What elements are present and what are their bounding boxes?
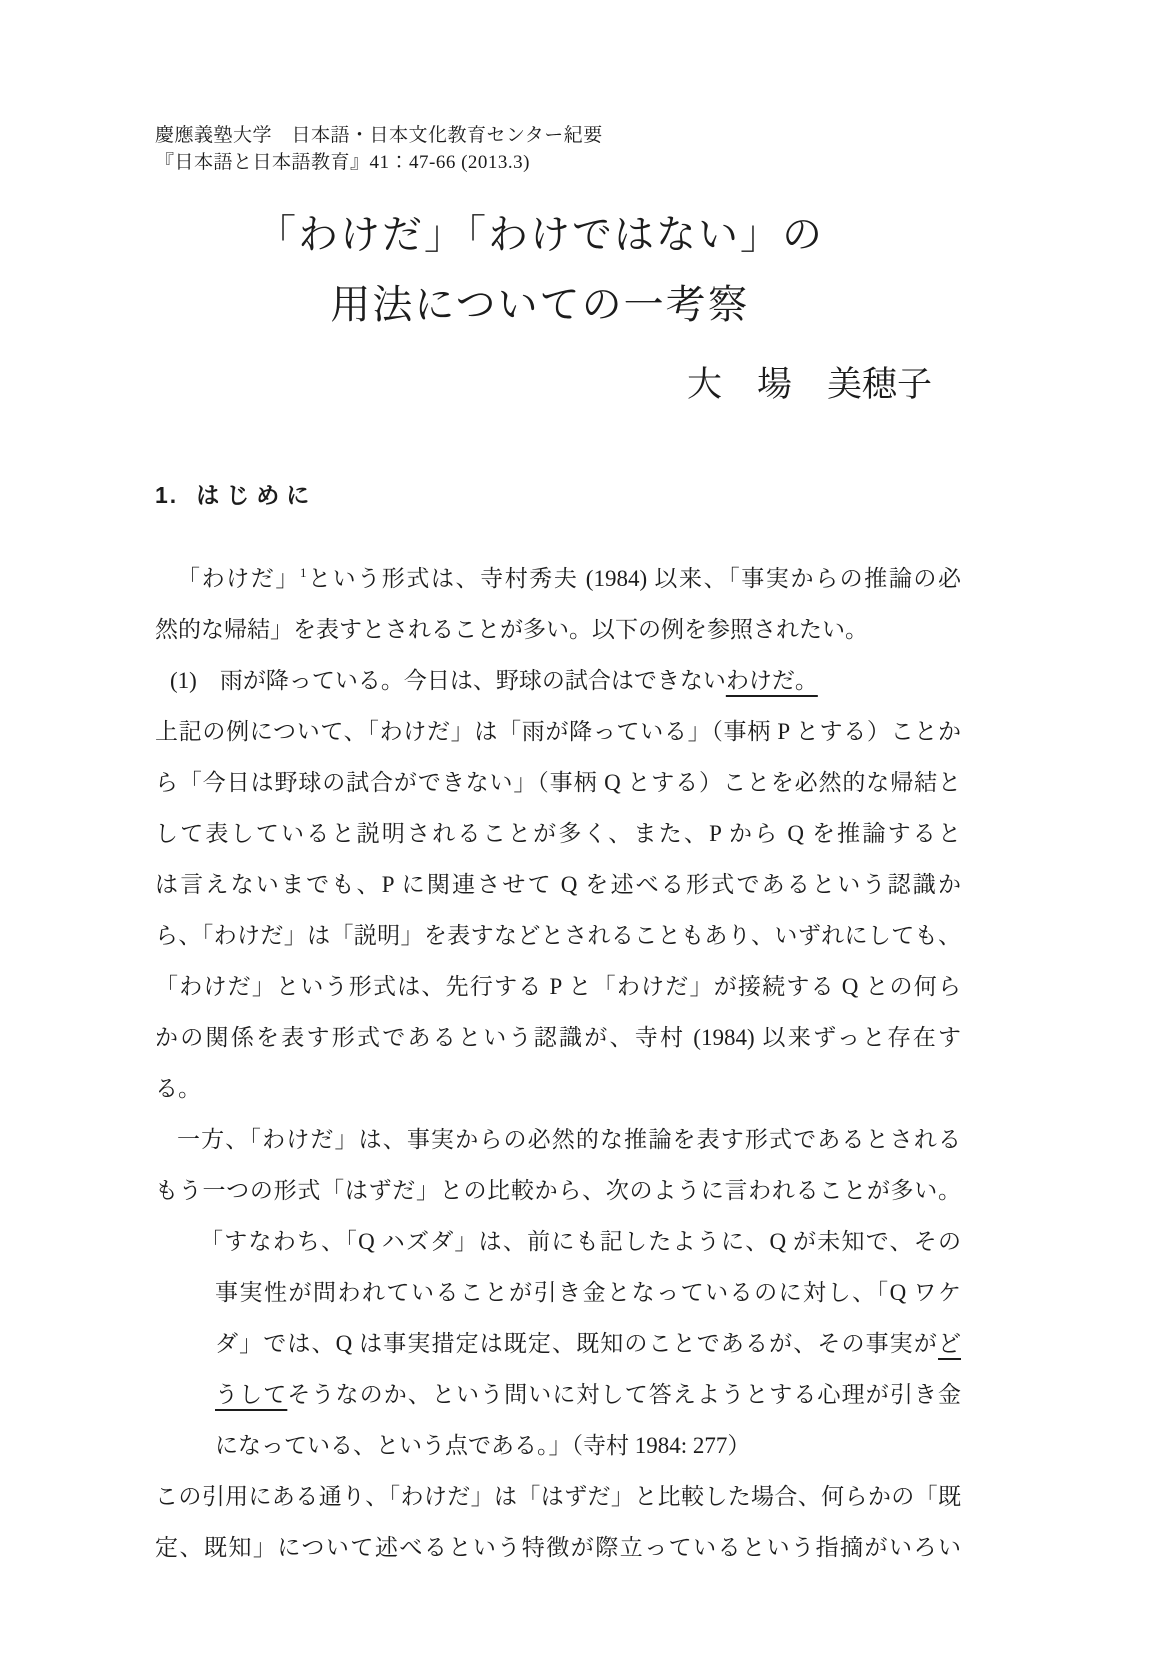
text-segment: という形式は、寺村秀夫 (1984) 以来、「事実からの推論の必 <box>306 566 961 591</box>
text-segment: ら「今日は野球の試合ができない」（事柄 Q とする）ことを必然的な帰結と <box>155 770 961 795</box>
body-line <box>155 1216 961 1267</box>
paper-title-line2: 用法についての一考察 <box>330 282 750 327</box>
body-line <box>155 1471 961 1522</box>
text-segment: ら、「わけだ」は「説明」を表すなどとされることもあり、いずれにしても、 <box>155 923 961 948</box>
text-segment: ダ」では、Q は事実措定は既定、既知のことであるが、その事実が <box>215 1331 938 1356</box>
text-segment: 「すなわち、「Q ハズダ」は、前にも記したように、Q が未知で、その <box>200 1229 961 1254</box>
underlined-text: わけだ。 <box>725 668 818 693</box>
body-line <box>155 757 961 808</box>
paper-title <box>0 200 1080 340</box>
text-segment: 「わけだ」 <box>177 566 300 591</box>
underlined-text: ど <box>938 1331 961 1356</box>
journal-header-line2: 『日本語と日本語教育』41：47-66 (2013.3) <box>155 152 530 173</box>
body-line <box>155 1369 961 1420</box>
section-label: はじめに <box>196 482 317 508</box>
body-line <box>155 961 961 1012</box>
text-segment: かの関係を表す形式であるという認識が、寺村 (1984) 以来ずっと存在す <box>155 1025 961 1050</box>
text-segment: (1) 雨が降っている。今日は、野球の試合はできない <box>170 668 726 693</box>
body-line <box>155 604 961 655</box>
journal-header <box>155 122 603 176</box>
text-segment: は言えないまでも、P に関連させて Q を述べる形式であるという認識か <box>155 872 961 897</box>
text-segment: 事実性が問われていることが引き金となっているのに対し、「Q ワケ <box>215 1280 961 1305</box>
text-segment: この引用にある通り、「わけだ」は「はずだ」と比較した場合、何らかの「既 <box>155 1484 961 1509</box>
body-text <box>155 553 961 1573</box>
underlined-text: うして <box>215 1382 288 1407</box>
body-line <box>155 910 961 961</box>
text-segment: して表していると説明されることが多く、また、P から Q を推論すると <box>155 821 961 846</box>
body-line <box>155 1114 961 1165</box>
body-line <box>155 1318 961 1369</box>
section-heading <box>155 478 316 512</box>
body-line <box>155 1063 961 1114</box>
body-line <box>155 859 961 910</box>
body-line <box>155 808 961 859</box>
body-line <box>155 1165 961 1216</box>
journal-header-line1: 慶應義塾大学 日本語・日本文化教育センター紀要 <box>155 125 603 146</box>
body-line <box>155 706 961 757</box>
body-line <box>155 553 961 604</box>
text-segment: る。 <box>155 1076 201 1101</box>
text-segment: 然的な帰結」を表すとされることが多い。以下の例を参照されたい。 <box>155 617 868 642</box>
body-line <box>155 1267 961 1318</box>
text-segment: 「わけだ」という形式は、先行する P と「わけだ」が接続する Q との何ら <box>155 974 961 999</box>
body-line <box>155 1012 961 1063</box>
body-line <box>155 1522 961 1573</box>
text-segment: そうなのか、という問いに対して答えようとする心理が引き金 <box>287 1382 962 1407</box>
paper-title-line1: 「わけだ」「わけではない」の <box>256 212 824 257</box>
body-line <box>155 655 961 706</box>
text-segment: になっている、という点である。」（寺村 1984: 277） <box>215 1433 751 1458</box>
text-segment: 上記の例について、「わけだ」は「雨が降っている」（事柄 P とする）ことか <box>155 719 961 744</box>
section-number: 1. <box>155 482 179 508</box>
author-name: 大 場 美穂子 <box>686 365 932 404</box>
footnote-ref: 1 <box>299 565 307 580</box>
body-line <box>155 1420 961 1471</box>
text-segment: 定、既知」について述べるという特徴が際立っているという指摘がいろい <box>155 1535 961 1560</box>
text-segment: もう一つの形式「はずだ」との比較から、次のように言われることが多い。 <box>155 1178 961 1203</box>
text-segment: 一方、「わけだ」は、事実からの必然的な推論を表す形式であるとされる <box>177 1127 961 1152</box>
